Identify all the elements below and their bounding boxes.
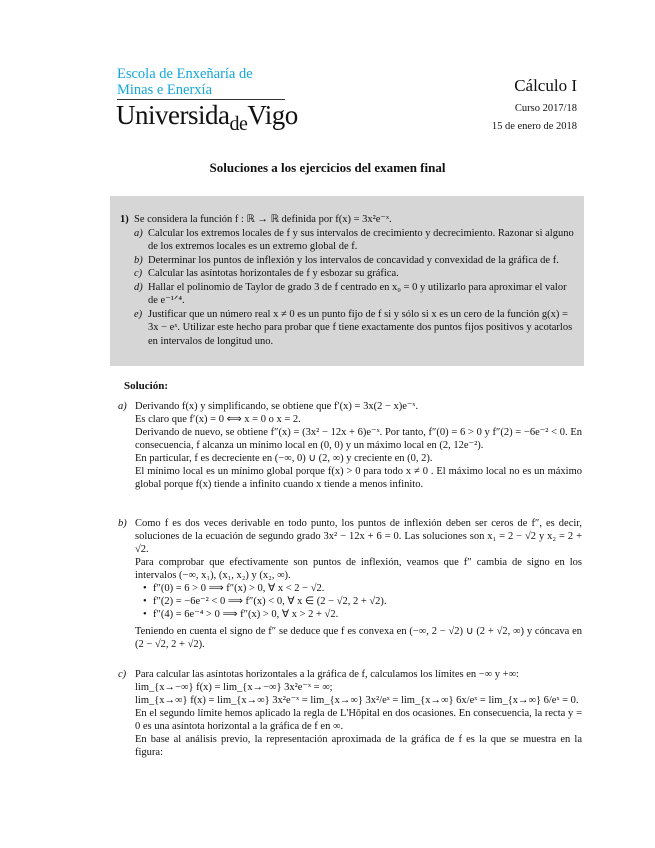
university-pre: Universida (116, 100, 230, 130)
limit-equation-1: lim_{x→−∞} f(x) = lim_{x→−∞} 3x²e⁻ˣ = ∞; (135, 682, 333, 693)
course-date: 15 de enero de 2018 (491, 121, 577, 132)
problem-item (134, 254, 575, 268)
item-label: e) (134, 308, 143, 320)
item-label: c) (134, 268, 143, 279)
item-text: Hallar el polinomio de Taylor de grado 3 de f centrado en x₀ = 0 y utilizarlo para aproximar el valor de e⁻¹ᐟ⁴. (148, 281, 567, 306)
course-info (492, 76, 577, 136)
problem-statement: Se considera la función f : ℝ → ℝ definida por f(x) = 3x²e⁻ˣ. (134, 214, 392, 225)
problem-items (134, 227, 575, 349)
part-b-conclusion: Teniendo en cuenta el signo de f″ se deduce que f es convexa en (−∞, 2 − √2) ∪ (2 + √2, ∞) y cóncava en (2 − √2, 2 + √2). (135, 626, 582, 650)
bullet-text: f″(0) = 6 > 0 ⟹ f″(x) > 0, ∀ x < 2 − √2. (153, 583, 325, 594)
course-title: Cálculo I (514, 76, 577, 95)
list-item: • f″(0) = 6 > 0 ⟹ f″(x) > 0, ∀ x < 2 − √2. (143, 583, 325, 594)
solution-part-a (118, 400, 582, 491)
school-line-2: Minas e Enerxía (117, 82, 213, 98)
part-c-intro: Para calcular las asíntotas horizontales a la gráfica de f, calculamos los límites en −∞ y +∞: (135, 669, 519, 680)
part-a-line: Derivando f(x) y simplificando, se obtiene que f′(x) = 3x(2 − x)e⁻ˣ. (135, 401, 419, 412)
item-label: a) (134, 227, 143, 239)
limit-equation-2: lim_{x→∞} f(x) = lim_{x→∞} 3x²e⁻ˣ = lim_{x→∞} 3x²/eˣ = lim_{x→∞} 6x/eˣ = lim_{x→∞} 6/eˣ = 0. (135, 695, 579, 706)
part-a-line: Derivando de nuevo, se obtiene f″(x) = (3x² − 12x + 6)e⁻ˣ. Por tanto, f″(0) = 6 > 0 y f″(2) = −6e⁻² < 0. En consecuencia, f alcanza un mínimo local en (0, 0) y un máximo local en (2, 12e⁻²). (135, 427, 582, 451)
university-de: de (229, 113, 248, 135)
item-label: b) (134, 254, 143, 266)
problem-item (134, 281, 575, 308)
problem-item (134, 227, 575, 254)
problem-item (134, 308, 575, 349)
part-c-after-1: En el segundo límite hemos aplicado la regla de L'Hôpital en dos ocasiones. En consecuencia, la recta y = 0 es una asíntota horizontal a la gráfica de f en ∞. (135, 708, 582, 732)
item-label: d) (134, 281, 143, 293)
item-text: Calcular las asíntotas horizontales de f y esbozar su gráfica. (148, 268, 399, 279)
item-text: Justificar que un número real x ≠ 0 es un punto fijo de f si y sólo si x es un cero de la función g(x) = 3x − eˣ. Utilizar este hecho para probar que f tiene exactamente dos puntos fijos positivos y acotarlos en intervalos de longitud uno. (148, 308, 573, 347)
university-post: Vigo (247, 100, 298, 130)
list-item: • f″(4) = 6e⁻⁴ > 0 ⟹ f″(x) > 0, ∀ x > 2 + √2. (143, 609, 339, 620)
solution-heading: Solución: (124, 380, 169, 392)
solution-part-b (118, 517, 582, 651)
school-line-1: Escola de Enxeñaría de (117, 66, 253, 82)
solution-part-c (118, 668, 582, 759)
part-a-label: a) (118, 401, 127, 412)
part-a-line: En particular, f es decreciente en (−∞, 0) ∪ (2, ∞) y creciente en (0, 2). (135, 453, 433, 464)
part-c-label: c) (118, 669, 127, 680)
item-text: Calcular los extremos locales de f y sus intervalos de crecimiento y decrecimiento. Razonar si alguno de los extremos locales es un extremo global de f. (148, 227, 574, 252)
part-b-bullets (143, 582, 582, 621)
bullet-text: f″(4) = 6e⁻⁴ > 0 ⟹ f″(x) > 0, ∀ x > 2 + √2. (153, 609, 339, 620)
university-logo (116, 100, 298, 135)
school-name (117, 66, 253, 98)
bullet-text: f″(2) = −6e⁻² < 0 ⟹ f″(x) < 0, ∀ x ∈ (2 − √2, 2 + √2). (153, 596, 387, 607)
part-b-label: b) (118, 518, 127, 529)
part-b-intro: Como f es dos veces derivable en todo punto, los puntos de inflexión deben ser ceros de f″, es decir, soluciones de la ecuación de segundo grado 3x² − 12x + 6 = 0. Las soluciones son x₁ = 2 − √2 y x₂ = 2 + √2. (135, 518, 582, 555)
problem-item (134, 267, 575, 281)
part-a-line: Es claro que f′(x) = 0 ⟺ x = 0 o x = 2. (135, 414, 301, 425)
part-a-line: El mínimo local es un mínimo global porque f(x) > 0 para todo x ≠ 0 . El máximo local no es un máximo global porque f(x) tiende a infinito cuando x tiende a menos infinito. (135, 466, 582, 490)
part-c-after-2: En base al análisis previo, la representación aproximada de la gráfica de f es la que se muestra en la figura: (135, 734, 582, 758)
item-text: Determinar los puntos de inflexión y los intervalos de concavidad y convexidad de la gráfica de f. (148, 254, 559, 266)
course-year: Curso 2017/18 (514, 103, 577, 114)
problem-box (110, 196, 584, 366)
document-title: Soluciones a los ejercicios del examen final (209, 160, 446, 175)
problem-number: 1) (120, 214, 129, 225)
part-b-check: Para comprobar que efectivamente son puntos de inflexión, veamos que f″ cambia de signo en los intervalos (−∞, x₁), (x₁, x₂) y (x₂, ∞). (135, 557, 582, 581)
list-item: • f″(2) = −6e⁻² < 0 ⟹ f″(x) < 0, ∀ x ∈ (2 − √2, 2 + √2). (143, 596, 387, 607)
